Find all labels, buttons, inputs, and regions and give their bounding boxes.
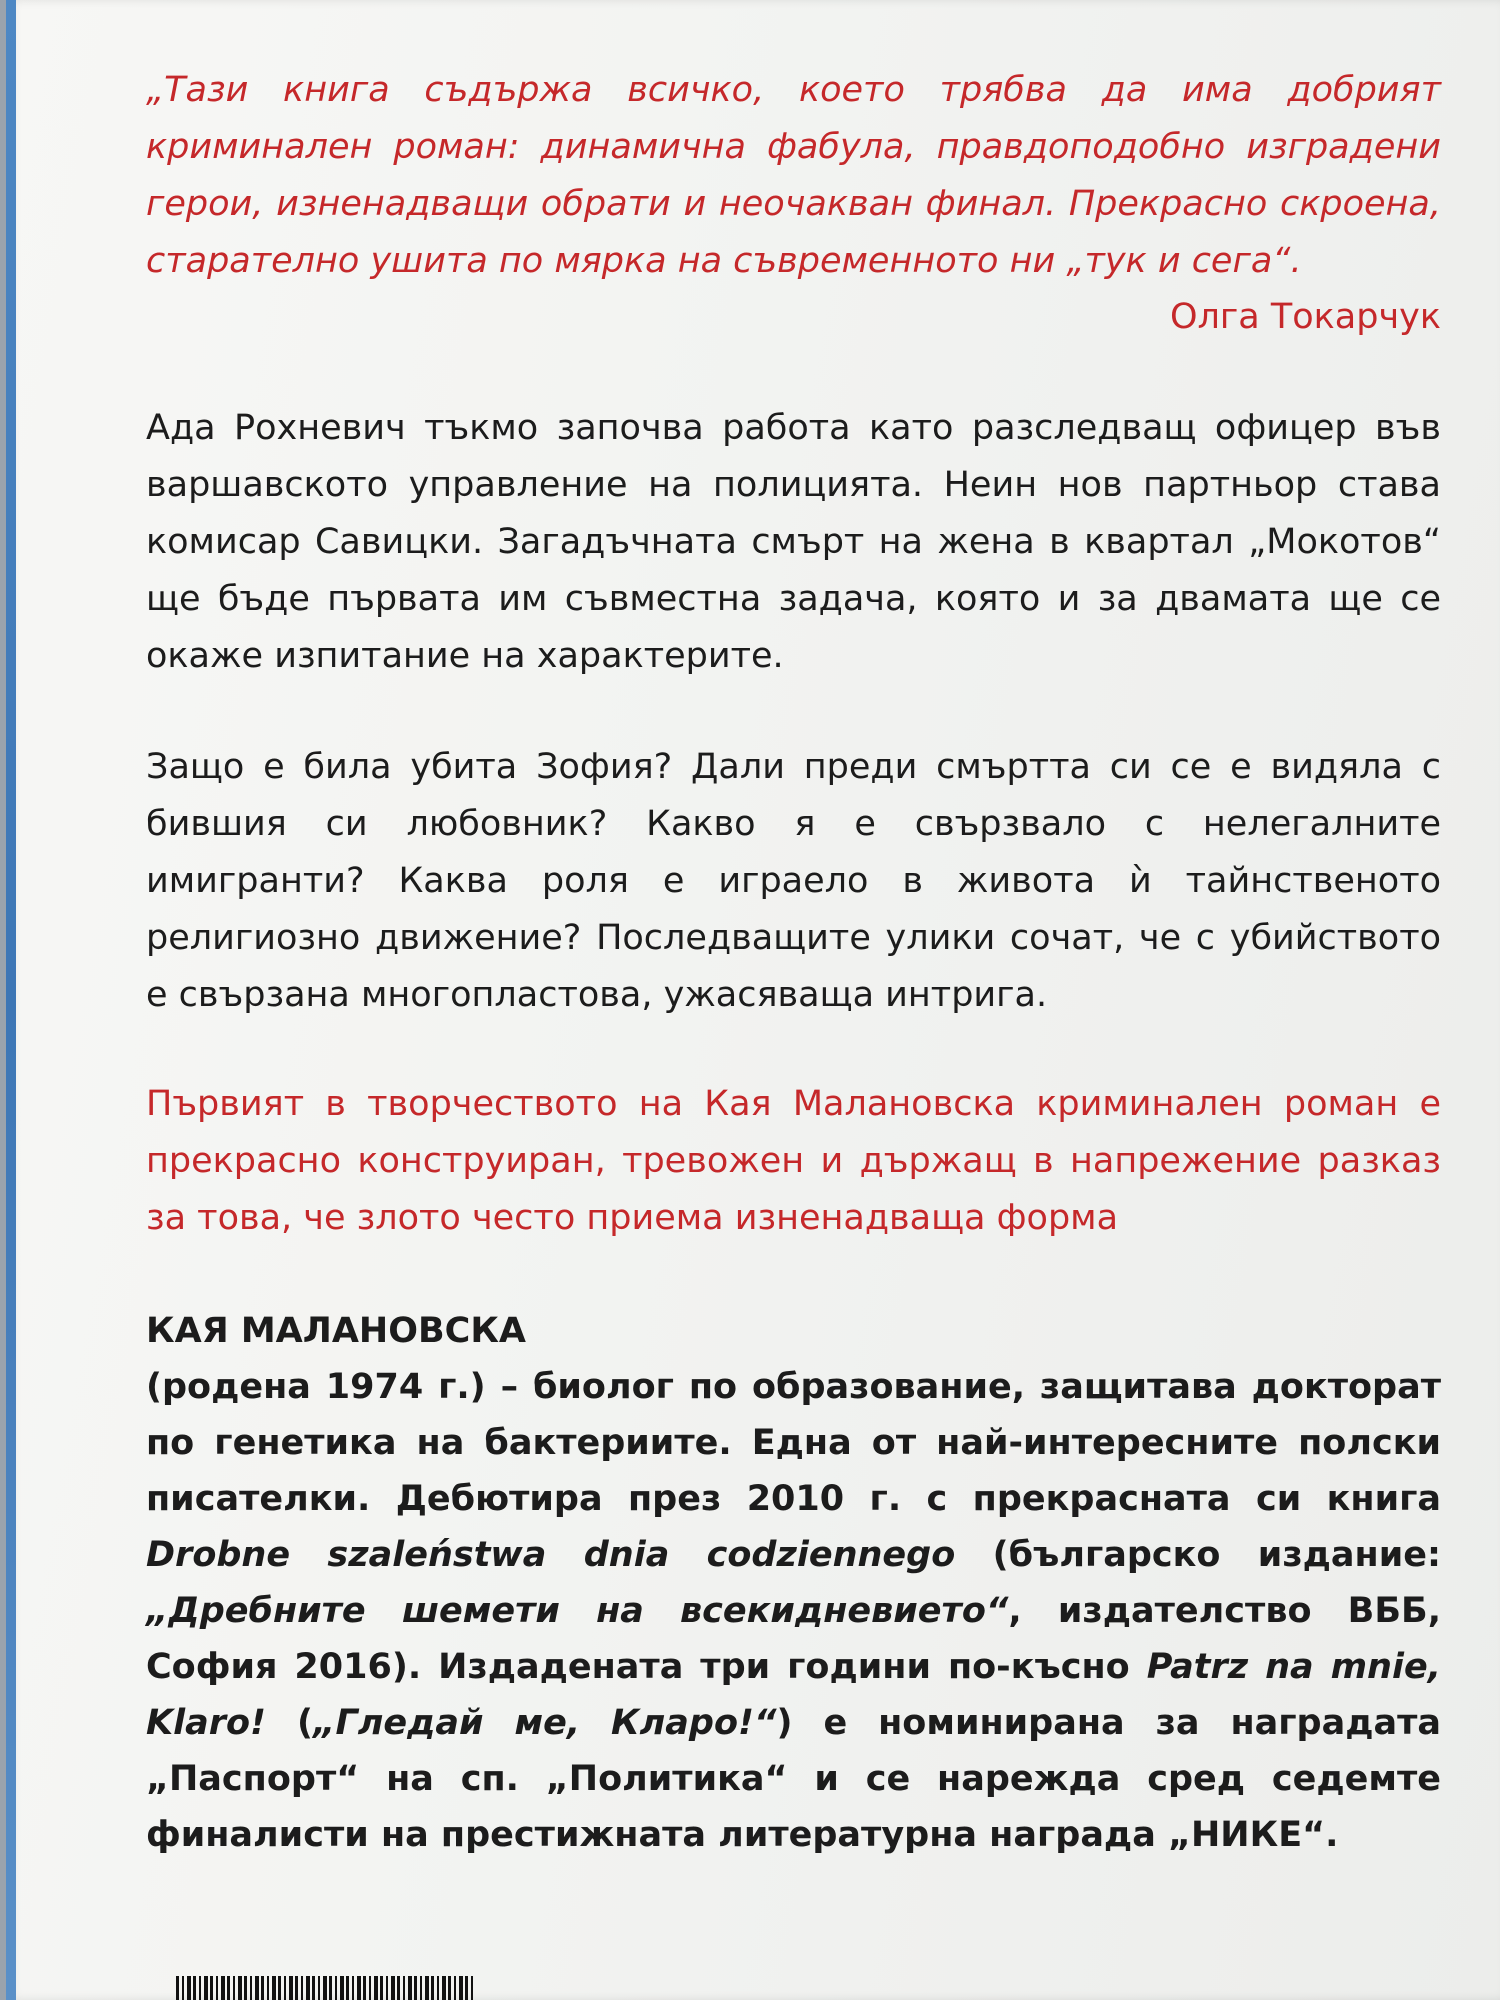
book-back-cover (6, 0, 1500, 2000)
bio-title-bulgarian-1: „Дребните шемети на всекидневието“ (146, 1591, 1009, 1631)
blurb-quote-author: Олга Токарчук (1169, 297, 1441, 337)
bio-text-5: ) е номинирана за наградата „Паспорт“ на сп. „Политика“ и се нарежда сред седемте финалисти на престижната литературна награда „НИКЕ“. (146, 1703, 1442, 1855)
bio-text-1: (родена 1974 г.) – биолог по образование, защитава докторат по генетика на бактериите. Една от най-интересните полски писателки. Дебютира през 2010 г. с прекрасната си книга (146, 1367, 1441, 1519)
author-bio (146, 1359, 1441, 1863)
synopsis-paragraph-2: Защо е била убита Зофия? Дали преди смъртта си се е видяла с бившия си любовник? Какво я е свързвало с нелегалните имигранти? Каква роля е играело в живота ѝ тайнственото религиозно движение? Последващите улики сочат, че с убийството е свързана многопластова, ужасяваща интрига. (146, 747, 1441, 1015)
synopsis-paragraph-1: Ада Рохневич тъкмо започва работа като разследващ офицер във варшавското управление на полицията. Неин нов партньор става комисар Савицки. Загадъчната смърт на жена в квартал „Мокотов“ ще бъде първата им съвместна задача, която и за двамата ще се окаже изпитание на характерите. (146, 408, 1441, 676)
bio-title-polish-1: Drobne szaleństwa dnia codziennego (146, 1535, 956, 1575)
blurb-quote: „Тази книга съдържа всичко, което трябва да има добрият криминален роман: динамична фабула, правдоподобно изградени герои, изненадващи обрати и неочакван финал. Прекрасно скроена, старателно ушита по мярка на съвременното ни „тук и сега“. (146, 70, 1441, 281)
cover-spine-edge (6, 0, 16, 2000)
cover-text-block (146, 62, 1441, 1863)
bio-text-3: , издателство ВББ, София 2016). Издадената три години по-късно (146, 1591, 1442, 1687)
author-name-heading: КАЯ МАЛАНОВСКА (146, 1311, 527, 1351)
bio-text-4: ( (266, 1703, 313, 1743)
synopsis-paragraph-highlight: Първият в творчеството на Кая Малановска криминален роман е прекрасно конструиран, тревожен и държащ в напрежение разказ за това, че злото често приема изненадваща форма (146, 1084, 1441, 1238)
barcode-strip (176, 1976, 476, 2000)
bio-title-bulgarian-2: „Гледай ме, Кларо!“ (312, 1703, 777, 1743)
bio-text-2: (българско издание: (955, 1535, 1441, 1575)
bio-title-polish-2: Patrz na mnie, Klaro! (146, 1647, 1441, 1743)
